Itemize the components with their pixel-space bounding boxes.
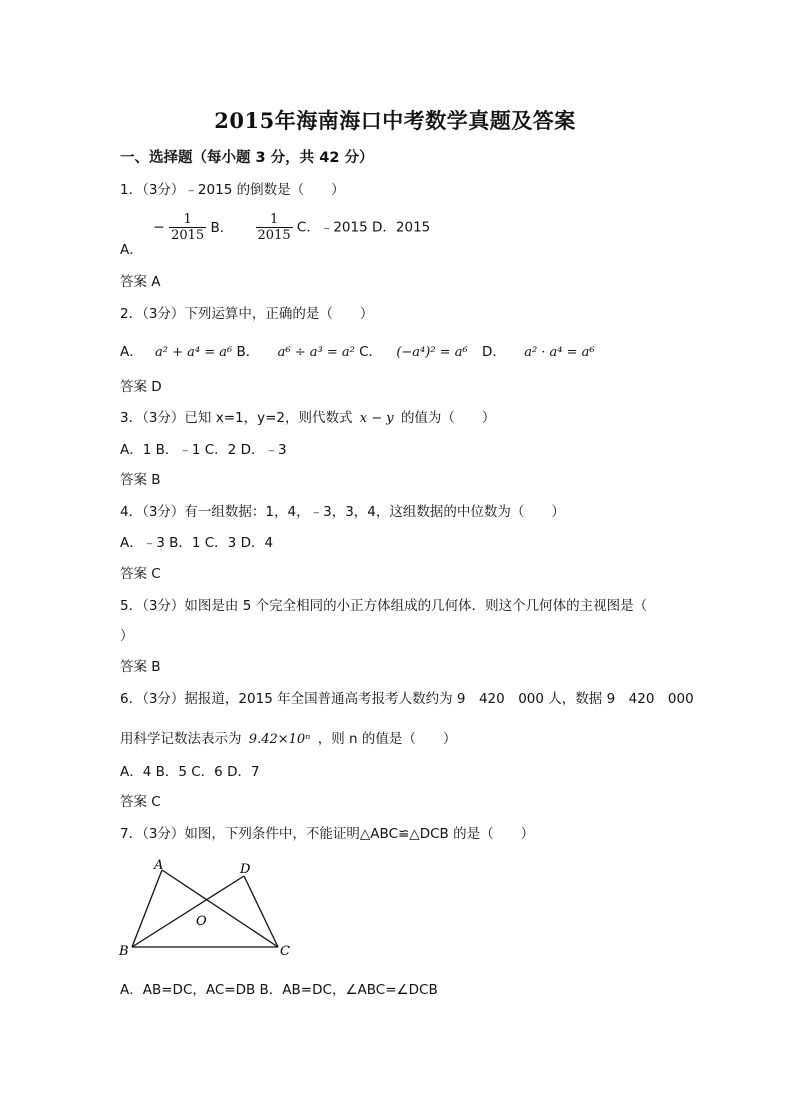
question-6-stem: 6．（3分）据报道，2015 年全国普通高考报考人数约为 9 420 000 人，数据 9 420 000 [120,691,694,707]
q6-stem2-post: ，则 n 的值是（ ） [317,731,457,747]
section-heading: 一、选择题（每小题 3 分，共 42 分） [120,150,374,166]
label-b: B [119,944,129,959]
q2-option-b-expr: a⁶ ÷ a³ = a² [277,345,355,360]
question-4-stem: 4．（3分）有一组数据：1，4，﹣3，3，4，这组数据的中位数为（ ） [120,504,565,520]
question-7-options: A．AB=DC，AC=DB B．AB=DC，∠ABC=∠DCB [120,982,438,998]
q1-option-b-math [256,212,293,243]
label-o: O [196,914,207,929]
question-2-stem: 2．（3分）下列运算中，正确的是（ ） [120,306,374,322]
question-1-stem: 1．（3分）﹣2015 的倒数是（ ） [120,182,345,198]
q3-stem-pre: 3．（3分）已知 x=1，y=2，则代数式 [120,410,353,426]
question-2-options [120,340,595,360]
segment-ac [162,870,278,947]
question-3-options: A．1 B．﹣1 C．2 D．﹣3 [120,442,287,458]
q6-expr: 9.42×10ⁿ [248,732,311,747]
q3-stem-post: 的值为（ ） [400,410,496,426]
triangle-figure [110,855,300,965]
q1-frac-b-den: 2015 [257,228,291,243]
question-6-answer: 答案 C [120,794,161,810]
question-1-answer: 答案 A [120,274,161,290]
question-2-answer: 答案 D [120,379,162,395]
q2-option-a-label: A． [120,344,143,360]
question-6-stem-2 [120,727,456,747]
question-7-stem: 7．（3分）如图，下列条件中，不能证明△ABC≌△DCB 的是（ ） [120,826,535,842]
question-3-stem [120,406,495,426]
question-4-answer: 答案 C [120,566,161,582]
label-c: C [280,944,290,959]
q1-option-b-label: B． [210,219,234,236]
q2-option-d-label: D． [481,344,506,360]
question-5-answer: 答案 B [120,659,161,675]
q1-options-rest: C．﹣2015 D．2015 [296,219,431,236]
q2-option-c-expr: (−a⁴)² = a⁶ [396,345,468,360]
q2-option-d-expr: a² · a⁴ = a⁶ [524,345,595,360]
q1-option-a-math: − $\frac{1}{2015}$ [153,212,205,243]
q2-option-a-expr: a² + a⁴ = a⁶ [155,345,233,360]
q3-expr: x − y [359,411,394,426]
label-d: D [240,862,251,877]
question-1-options [120,212,431,258]
segment-ab [132,870,162,947]
q2-option-c-label: C． [359,344,383,360]
q2-option-b-label: B． [236,344,260,360]
question-4-options: A．﹣3 B．1 C．3 D．4 [120,535,274,551]
label-a: A [154,858,164,873]
question-5-stem-cont: ） [120,628,134,644]
q1-frac-a-num: 1 [169,212,206,228]
question-6-options: A．4 B．5 C．6 D．7 [120,764,260,780]
question-5-stem: 5．（3分）如图是由 5 个完全相同的小正方体组成的几何体．则这个几何体的主视图是（ [120,598,648,614]
q6-stem2-pre: 用科学记数法表示为 [120,731,242,747]
question-3-answer: 答案 B [120,472,161,488]
q1-frac-b-num: 1 [256,212,293,228]
q1-option-a-label: A． [120,241,143,258]
q1-frac-a-den: 2015 [171,228,205,243]
page-title: 2015年海南海口中考数学真题及答案 [214,108,576,133]
